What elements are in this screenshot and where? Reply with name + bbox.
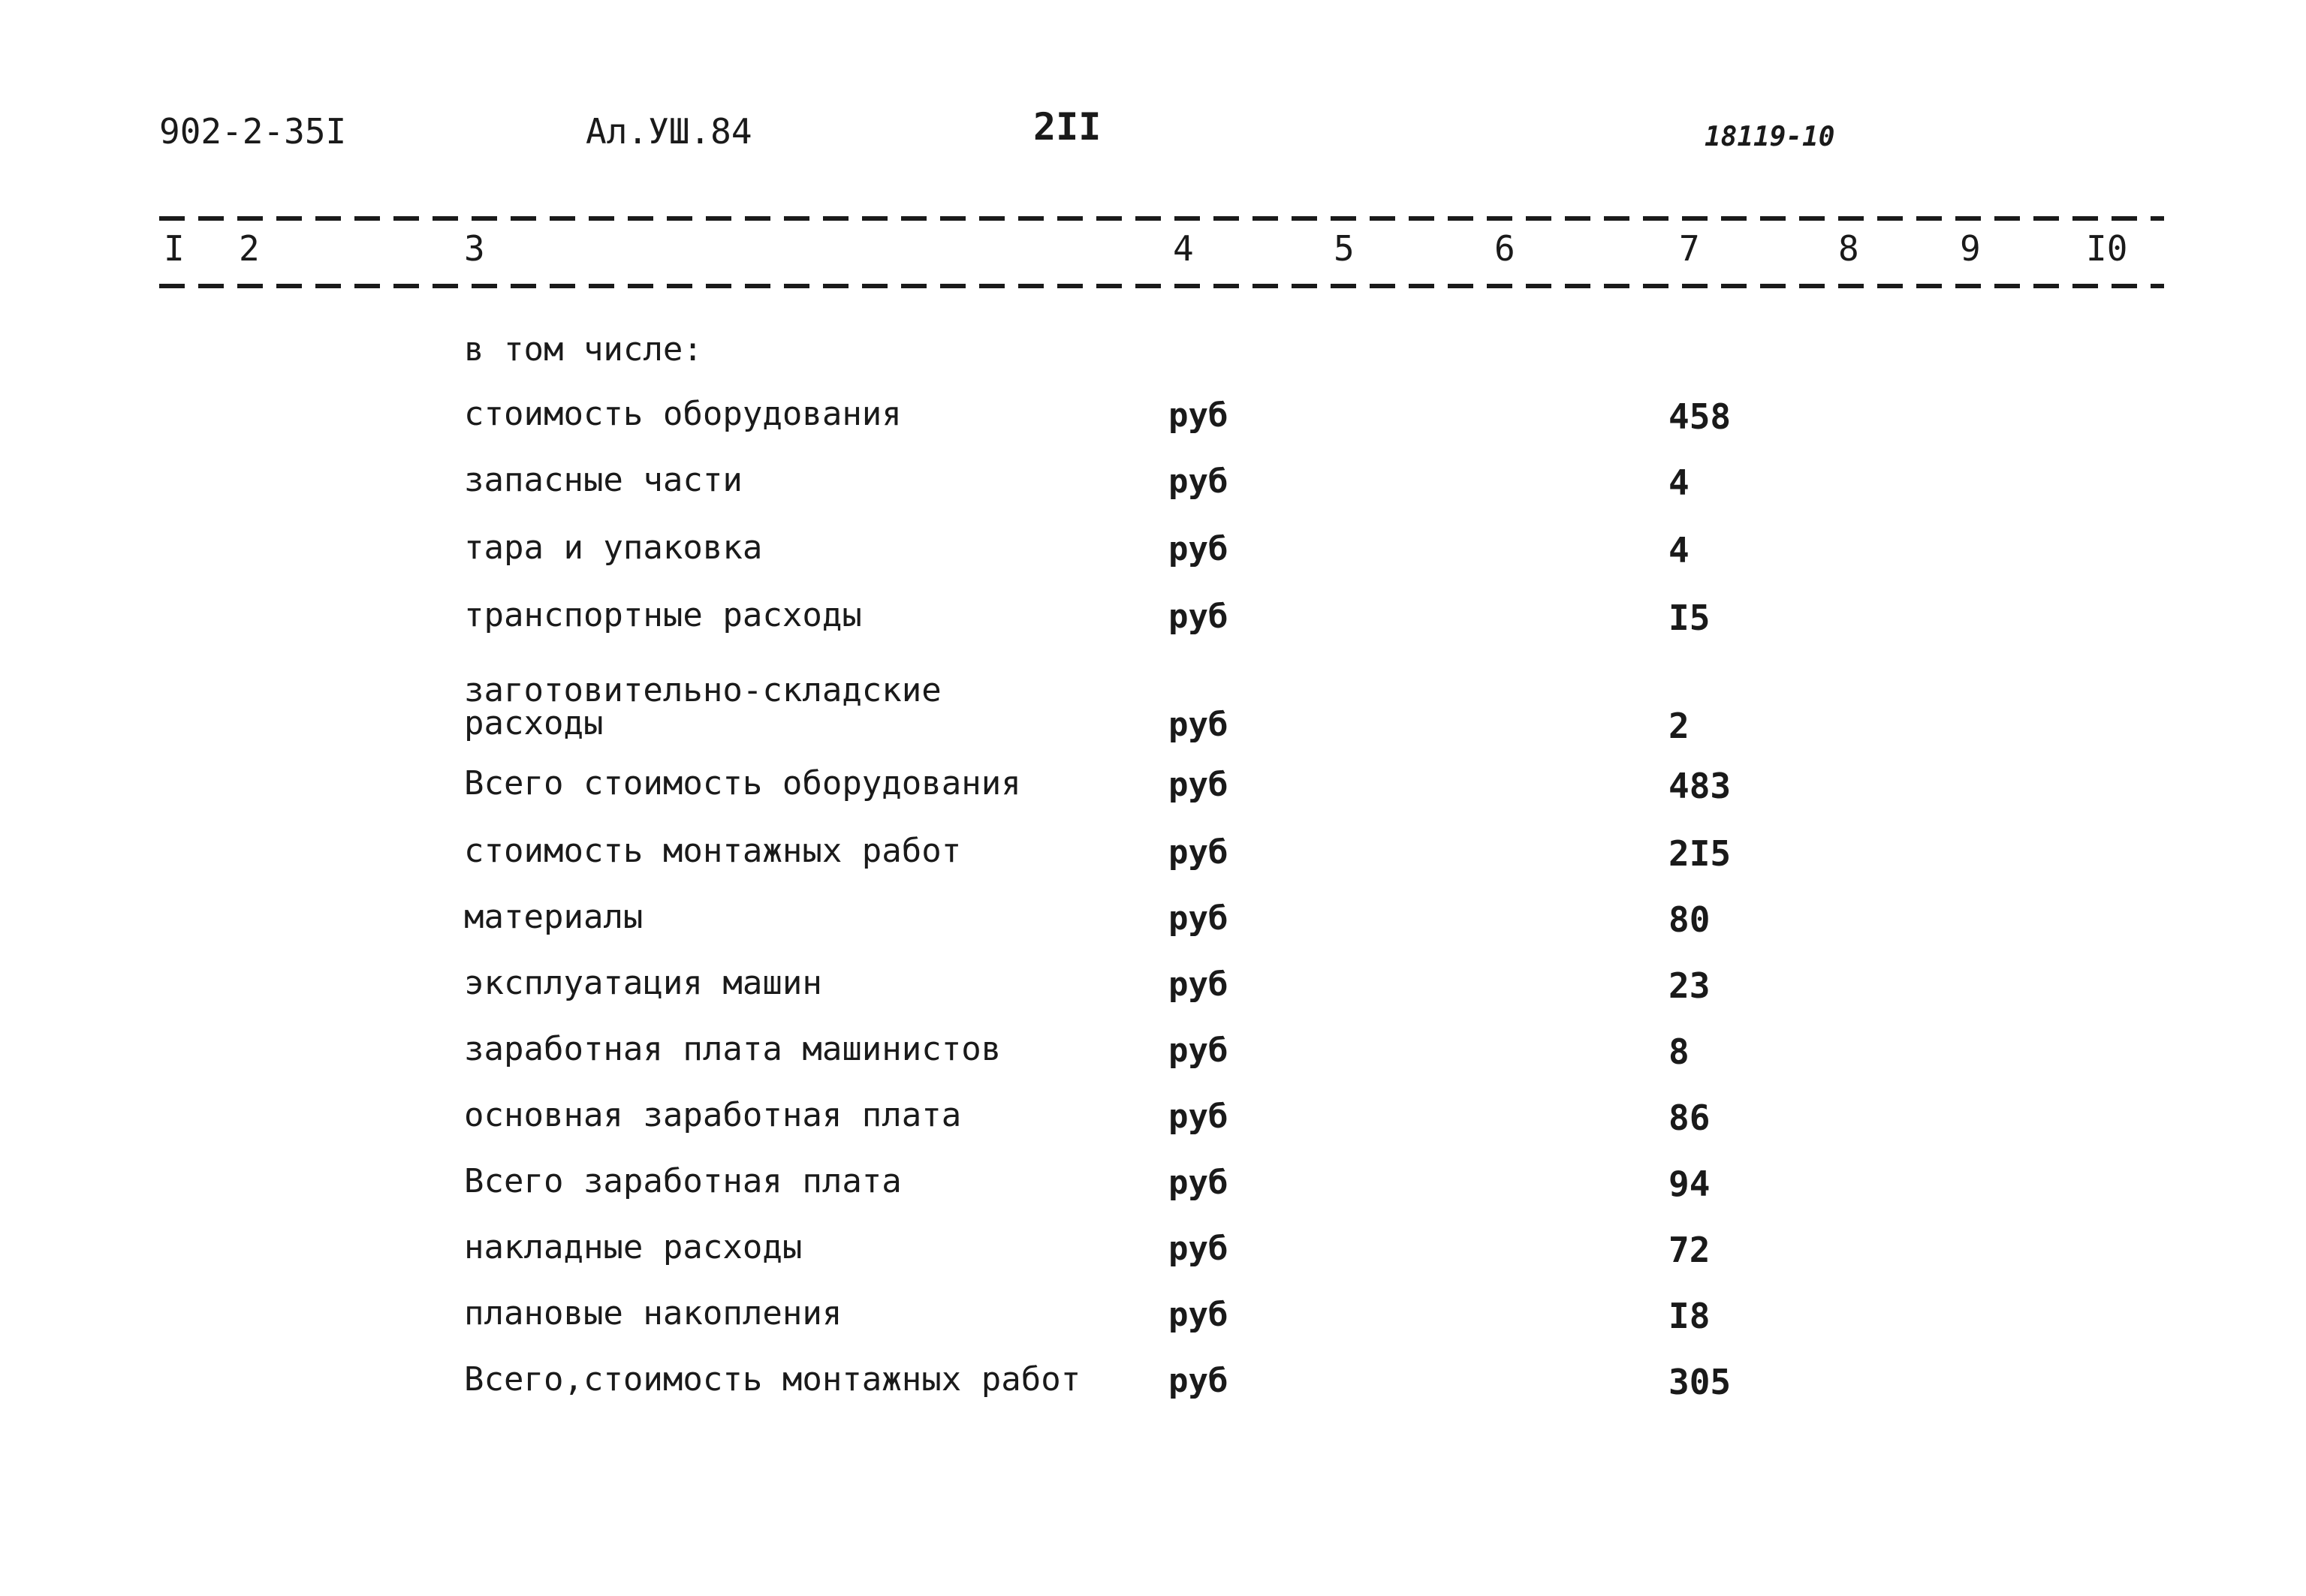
column-number: 5 [1334,228,1355,269]
row-value: 8 [1668,1031,1690,1072]
row-unit: руб [1168,1164,1228,1202]
row-value: 305 [1668,1362,1732,1402]
section-title: в том числе: [464,330,703,369]
column-number: 3 [464,228,485,269]
column-number: 7 [1679,228,1700,269]
row-unit: руб [1168,1098,1228,1136]
table-row [0,1362,2306,1407]
row-label: плановые накопления [464,1294,843,1333]
row-unit: руб [1168,1031,1228,1070]
row-label: основная заработная плата [464,1096,962,1134]
table-row [0,598,2306,643]
column-number: 8 [1838,228,1859,269]
table-row [0,766,2306,811]
row-unit: руб [1168,706,1228,744]
row-value: 86 [1668,1098,1711,1138]
row-label: Всего стоимость оборудования [464,764,1021,803]
table-row [0,1296,2306,1341]
row-label: заготовительно-складские [464,671,942,709]
column-number: 9 [1960,228,1981,269]
row-value: 80 [1668,899,1711,940]
bottom-dashed-rule [159,284,2164,288]
row-label: эксплуатация машин [464,964,822,1002]
row-unit: руб [1168,396,1228,435]
row-unit: руб [1168,766,1228,804]
column-number: I [164,228,185,269]
row-value: 2I5 [1668,833,1732,874]
row-value: 483 [1668,766,1732,806]
row-value: 2 [1668,706,1690,746]
row-value: I8 [1668,1296,1711,1336]
column-number: 2 [239,228,260,269]
column-number: I0 [2086,228,2128,269]
table-row [0,1230,2306,1275]
row-value: 23 [1668,965,1711,1006]
table-row [0,396,2306,441]
row-unit: руб [1168,530,1228,568]
row-unit: руб [1168,899,1228,938]
row-label: Всего заработная плата [464,1162,902,1200]
row-value: 458 [1668,396,1732,437]
table-row [0,899,2306,944]
row-label: накладные расходы [464,1228,803,1266]
row-value: 94 [1668,1164,1711,1204]
row-value: 4 [1668,462,1690,503]
table-row [0,530,2306,575]
row-label: транспортные расходы [464,596,862,634]
row-label-continued: расходы [464,704,604,742]
row-unit: руб [1168,598,1228,636]
top-dashed-rule [159,216,2164,221]
inventory-stamp: 18119-10 [1705,122,1835,152]
table-row [0,1098,2306,1143]
row-unit: руб [1168,1362,1228,1400]
row-value: I5 [1668,598,1711,638]
row-value: 72 [1668,1230,1711,1270]
row-unit: руб [1168,833,1228,872]
row-unit: руб [1168,1296,1228,1334]
table-row [0,1031,2306,1077]
album-reference: Ал.УШ.84 [586,111,752,152]
row-label: стоимость оборудования [464,395,902,433]
row-label: заработная плата машинистов [464,1030,1002,1068]
table-row [0,673,2306,755]
row-unit: руб [1168,1230,1228,1268]
table-row [0,833,2306,878]
table-row [0,965,2306,1010]
row-unit: руб [1168,462,1228,501]
table-row [0,462,2306,507]
row-unit: руб [1168,965,1228,1004]
row-value: 4 [1668,530,1690,571]
table-row [0,1164,2306,1209]
column-number: 6 [1494,228,1515,269]
page-number: 2II [1033,105,1102,149]
row-label: тара и упаковка [464,528,763,567]
row-label: стоимость монтажных работ [464,832,962,870]
column-number: 4 [1173,228,1194,269]
row-label: материалы [464,898,644,936]
document-number: 902-2-35I [159,111,347,152]
row-label: Всего,стоимость монтажных работ [464,1360,1081,1399]
row-label: запасные части [464,461,743,499]
